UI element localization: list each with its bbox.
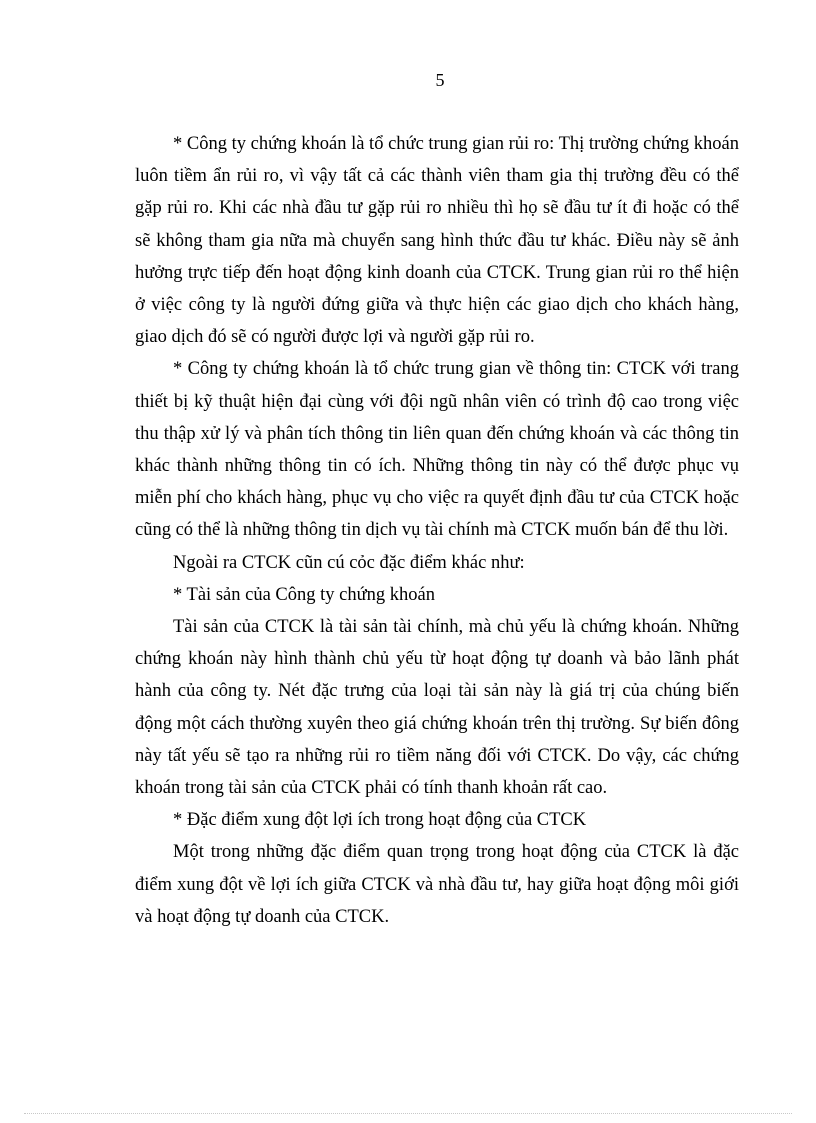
document-body [135,128,739,933]
paragraph-conflict-of-interest: Một trong những đặc điểm quan trọng trong hoạt động của CTCK là đặc điểm xung đột về lợi ích giữa CTCK và nhà đầu tư, hay giữa hoạt động môi giới và hoạt động tự doanh của CTCK. [135,842,739,927]
page-number: 5 [435,70,445,90]
page-bottom-divider [24,1113,792,1114]
paragraph-information-intermediary: * Công ty chứng khoán là tổ chức trung gian về thông tin: CTCK với trang thiết bị kỹ thuật hiện đại cùng với đội ngũ nhân viên có trình độ cao trong việc thu thập xử lý và phân tích thông tin liên quan đến chứng khoán và các thông tin khác thành những thông tin có ích. Những thông tin này có thể được phục vụ miễn phí cho khách hàng, phục vụ cho việc ra quyết định đầu tư của CTCK hoặc cũng có thể là những thông tin dịch vụ tài chính mà CTCK muốn bán để thu lời. [135,359,739,541]
paragraph-other-characteristics: Ngoài ra CTCK cũn cú cỏc đặc điểm khác như: [173,552,525,573]
heading-conflict-of-interest: * Đặc điểm xung đột lợi ích trong hoạt động của CTCK [173,810,587,831]
paragraph-risk-intermediary: * Công ty chứng khoán là tổ chức trung gian rủi ro: Thị trường chứng khoán luôn tiềm ẩn rủi ro, vì vậy tất cả các thành viên tham gia thị trường đều có thể gặp rủi ro. Khi các nhà đầu tư gặp rủi ro nhiều thì họ sẽ đầu tư ít đi hoặc có thể sẽ không tham gia nữa mà chuyển sang hình thức đầu tư khác. Điều này sẽ ảnh hưởng trực tiếp đến hoạt động kinh doanh của CTCK. Trung gian rủi ro thể hiện ở việc công ty là người đứng giữa và thực hiện các giao dịch cho khách hàng, giao dịch đó sẽ có người được lợi và người gặp rủi ro. [135,134,739,348]
heading-company-assets: * Tài sản của Công ty chứng khoán [173,584,435,605]
paragraph-company-assets: Tài sản của CTCK là tài sản tài chính, mà chủ yếu là chứng khoán. Những chứng khoán này hình thành chủ yếu từ hoạt động tự doanh và bảo lãnh phát hành của công ty. Nét đặc trưng của loại tài sản này là giá trị của chúng biến động một cách thường xuyên theo giá chứng khoán trên thị trường. Sự biến đông này tất yếu sẽ tạo ra những rủi ro tiềm năng đối với CTCK. Do vậy, các chứng khoán trong tài sản của CTCK phải có tính thanh khoản rất cao. [135,617,739,799]
